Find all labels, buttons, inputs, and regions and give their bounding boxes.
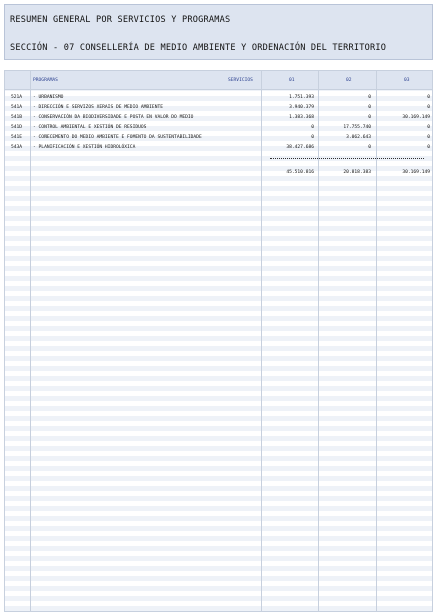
- value-03: 0: [427, 105, 430, 110]
- table-row: [5, 93, 432, 103]
- total-03: 30.169.149: [402, 170, 430, 175]
- program-name: - PLANIFICACIÓN E XESTIÓN HIDROLÓXICA: [33, 145, 136, 150]
- program-name: - URBANISMO: [33, 95, 64, 100]
- table-row: [5, 133, 432, 143]
- value-02: 0: [368, 145, 371, 150]
- value-02: 3.062.643: [346, 135, 371, 140]
- value-02: 17.755.740: [343, 125, 371, 130]
- value-02: 0: [368, 105, 371, 110]
- value-01: 0: [311, 125, 314, 130]
- program-code: 541E: [11, 135, 23, 140]
- value-03: 0: [427, 135, 430, 140]
- table-header: [5, 71, 432, 90]
- table-row: [5, 113, 432, 123]
- value-03: 30.169.149: [402, 115, 430, 120]
- value-01: 1.383.368: [289, 115, 314, 120]
- report-title: RESUMEN GENERAL POR SERVICIOS Y PROGRAMAS: [10, 15, 231, 25]
- program-name: - DIRECCIÓN E SERVIZOS XERAIS DE MEDIO AMBIENTE: [33, 105, 163, 110]
- program-name: - CONTROL AMBIENTAL E XESTIÓN DE RESIDUOS: [33, 125, 147, 130]
- value-03: 0: [427, 145, 430, 150]
- value-03: 0: [427, 125, 430, 130]
- program-code: 541D: [11, 125, 23, 130]
- col-01: 01: [289, 78, 295, 83]
- totals-separator: [270, 158, 424, 159]
- total-02: 20.818.383: [343, 170, 371, 175]
- report-header: [4, 4, 433, 60]
- table-row: [5, 123, 432, 133]
- program-code: 541B: [11, 115, 23, 120]
- table-row: [5, 103, 432, 113]
- total-01: 45.510.816: [286, 170, 314, 175]
- value-01: 3.940.379: [289, 105, 314, 110]
- section-title: SECCIÓN - 07 CONSELLERÍA DE MEDIO AMBIENTE Y ORDENACIÓN DEL TERRITORIO: [10, 43, 387, 53]
- program-name: - COÑECEMENTO DO MEDIO AMBIENTE E FOMENTO DA SUSTENTABILIDADE: [33, 135, 202, 140]
- col-programas: PROGRAMAS: [33, 78, 58, 83]
- value-01: 0: [311, 135, 314, 140]
- program-code: 521A: [11, 95, 23, 100]
- value-02: 0: [368, 95, 371, 100]
- program-name: - CONSERVACIÓN DA BIODIVERSIDADE E POSTA EN VALOR DO MEDIO: [33, 115, 194, 120]
- program-code: 541A: [11, 105, 23, 110]
- program-code: 543A: [11, 145, 23, 150]
- totals-row: [5, 168, 432, 178]
- table-row: [5, 143, 432, 153]
- col-03: 03: [404, 78, 410, 83]
- value-01: 38.427.686: [286, 145, 314, 150]
- value-03: 0: [427, 95, 430, 100]
- value-01: 1.751.393: [289, 95, 314, 100]
- summary-table: [4, 70, 433, 612]
- col-servicios: SERVICIOS: [228, 78, 253, 83]
- col-02: 02: [346, 78, 352, 83]
- value-02: 0: [368, 115, 371, 120]
